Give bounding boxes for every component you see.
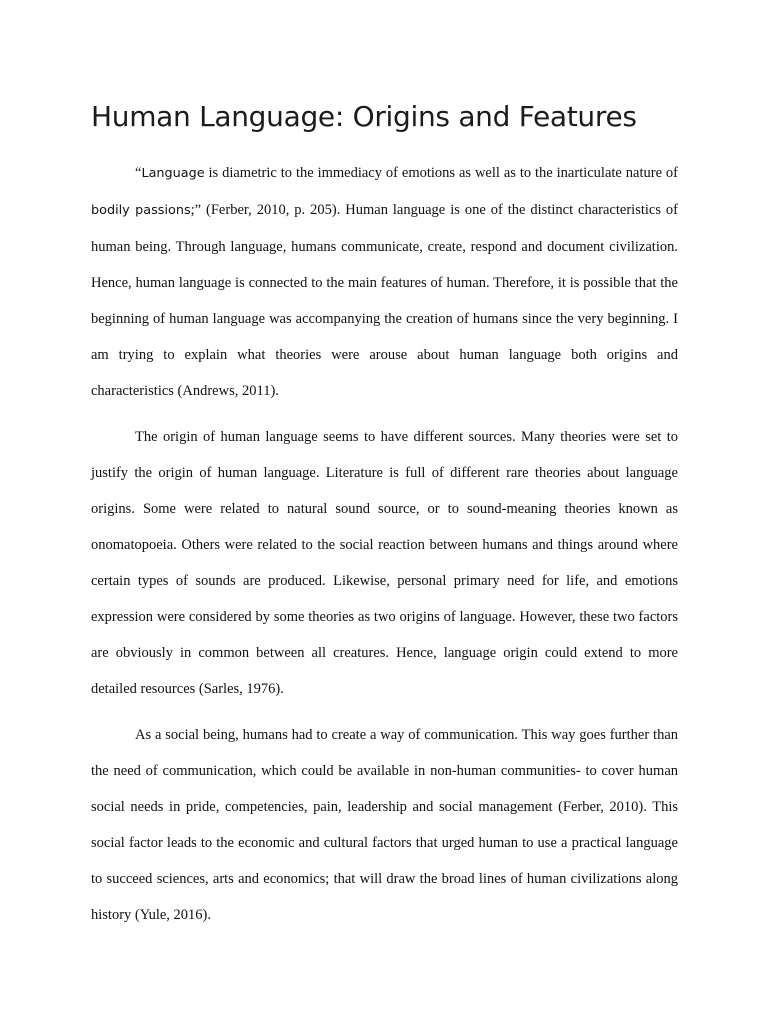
document-body [91,155,678,943]
document-title: Human Language: Origins and Features [91,100,637,133]
quote-text: is diametric to the immediacy of emotions as well as to the inarticulate nature of [204,165,678,181]
paragraph-2: The origin of human language seems to have different sources. Many theories were set to justify the origin of human language. Literature is full of different rare theories about language origins. Some were related to natural sound source, or to sound-meaning theories known as onomatopoeia. Others were related to the social reaction between humans and things around where certain types of sounds are produced. Likewise, personal primary need for life, and emotions expression were considered by some theories as two origins of language. However, these two factors are obviously in common between all creatures. Hence, language origin could extend to more detailed resources (Sarles, 1976). [91,429,678,697]
quote-open-mark: “ [135,165,142,181]
paragraph-1-text: ;” (Ferber, 2010, p. 205). Human language is one of the distinct characteristics of human being. Through language, humans communicate, create, respond and document civilization. Hence, human language is connected to the main features of human. Therefore, it is possible that the beginning of human language was accompanying the creation of humans since the very beginning. I am trying to explain what theories were arouse about human language both origins and characteristics (Andrews, 2011). [91,202,679,399]
quote-phrase: bodily passions [91,203,191,218]
quote-word: Language [141,166,205,181]
paragraph-3: As a social being, humans had to create a way of communication. This way goes further than the need of communication, which could be available in non-human communities- to cover human social needs in pride, competencies, pain, leadership and social management (Ferber, 2010). This social factor leads to the economic and cultural factors that urged human to use a practical language to succeed sciences, arts and economics; that will draw the broad lines of human civilizations along history (Yule, 2016). [91,727,678,923]
paragraph-1 [91,155,678,409]
